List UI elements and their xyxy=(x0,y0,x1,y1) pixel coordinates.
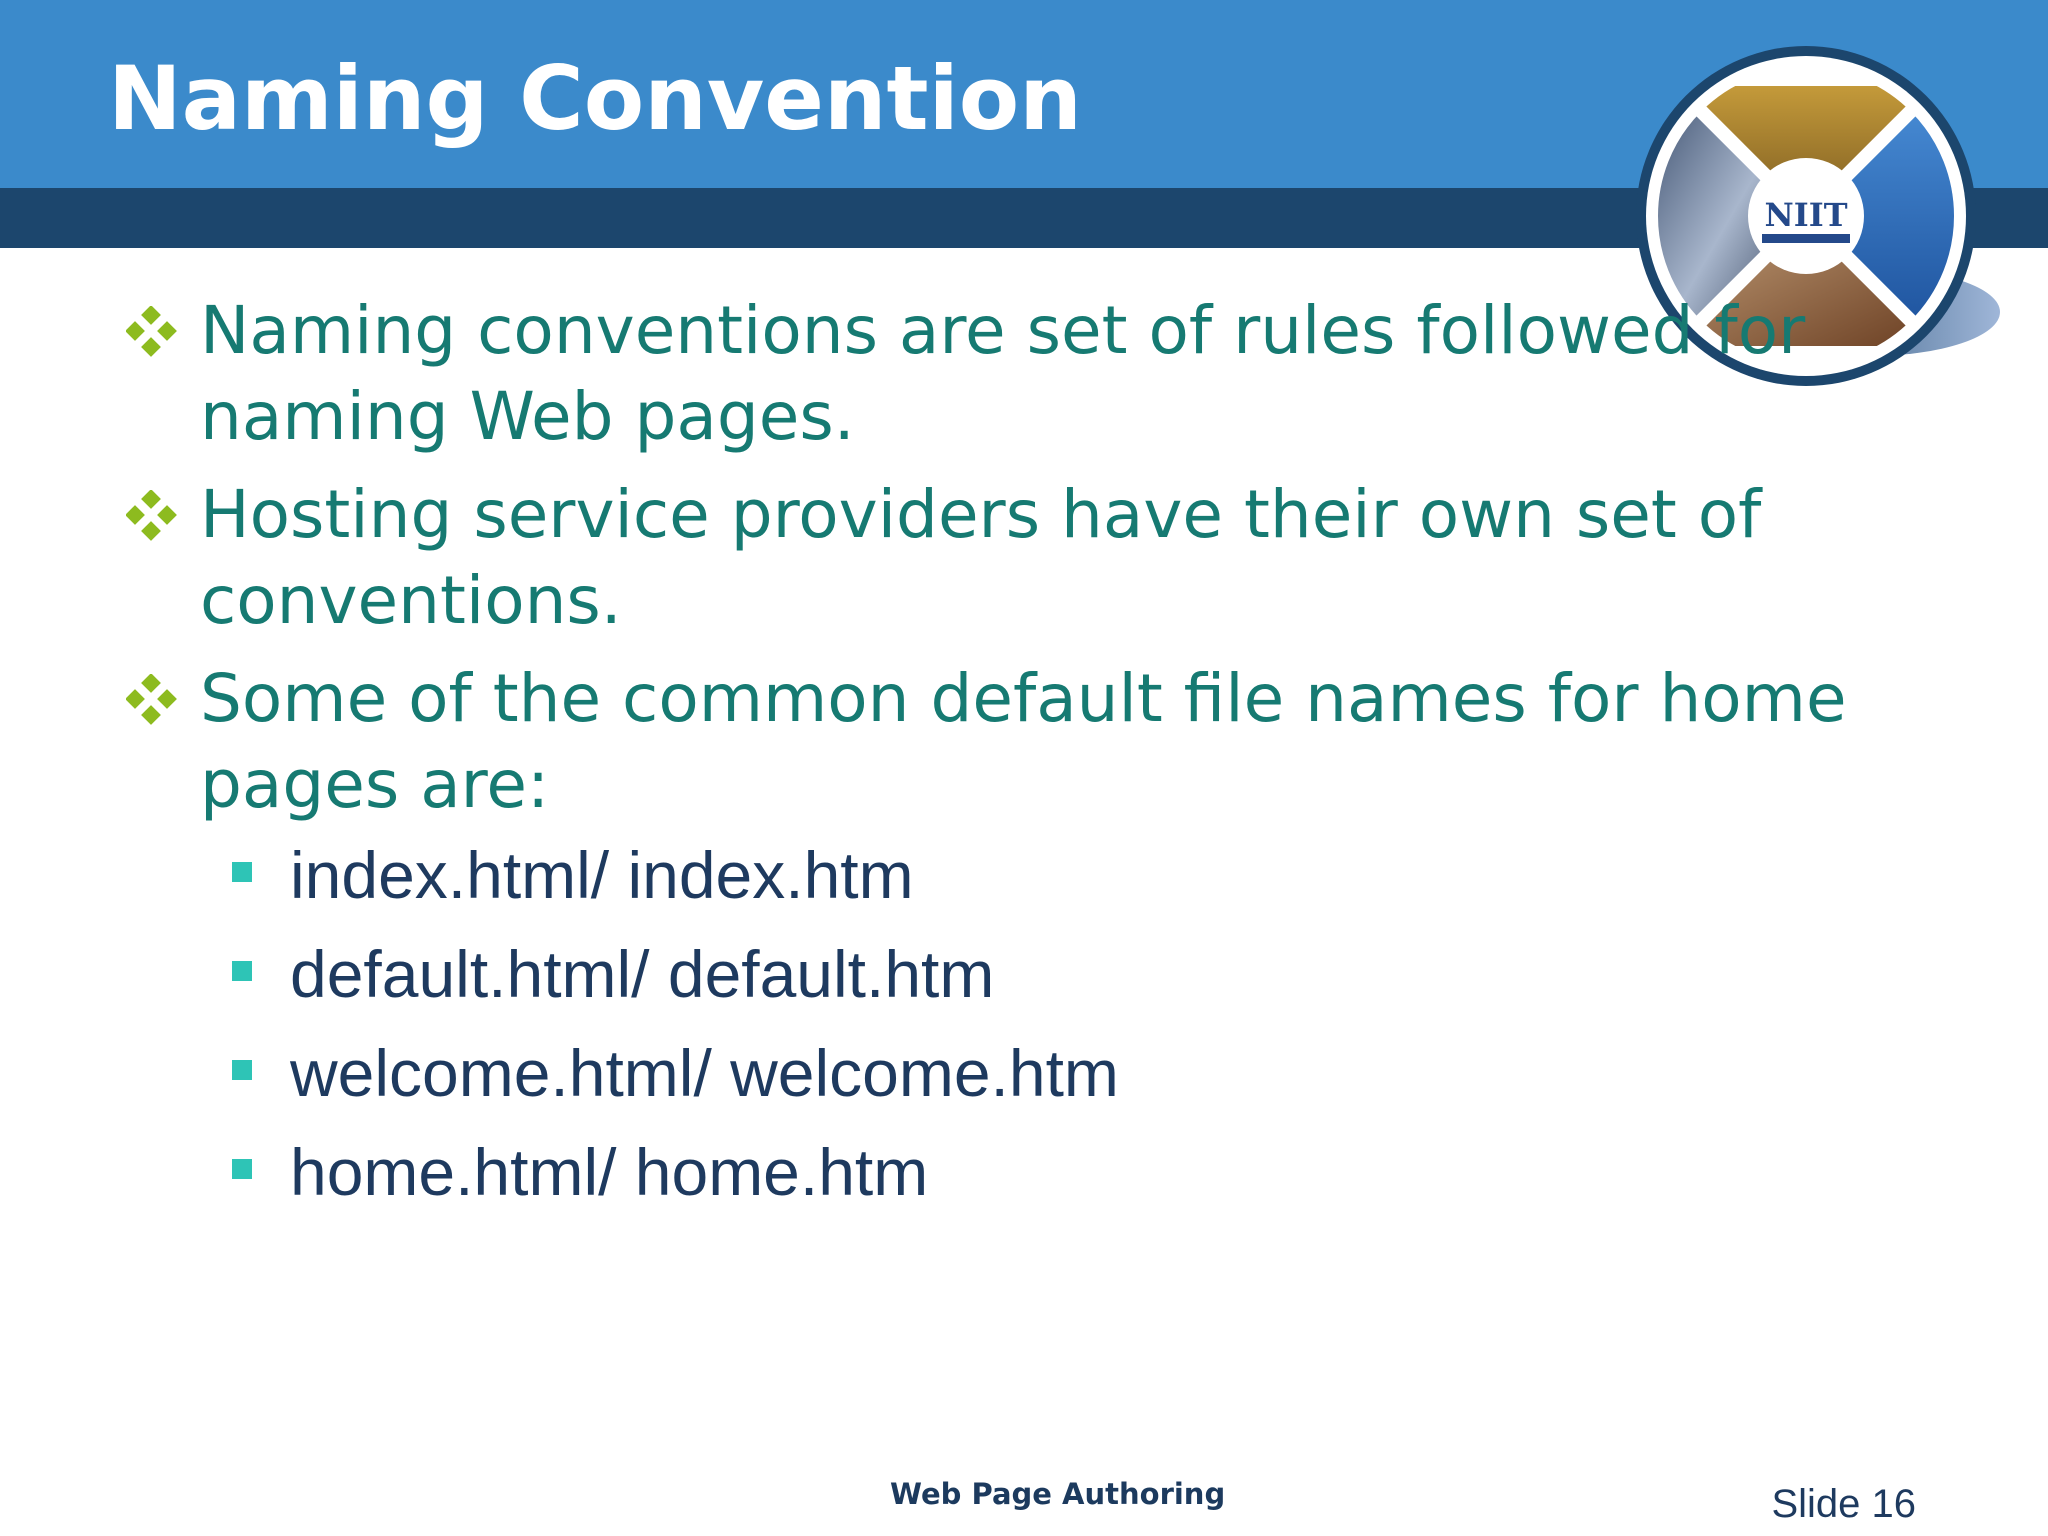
logo-text: NIIT xyxy=(1764,196,1848,234)
bullet-text: Some of the common default file names for home pages are: xyxy=(200,660,1847,823)
bullet-item xyxy=(126,472,1906,644)
filename-text: default.html/ default.htm xyxy=(290,937,995,1011)
square-bullet-icon xyxy=(232,961,252,981)
diamond-bullet-icon xyxy=(126,306,178,358)
filename-item xyxy=(228,1123,1628,1222)
filename-text: index.html/ index.htm xyxy=(290,838,914,912)
filename-list xyxy=(228,826,1628,1222)
filename-text: home.html/ home.htm xyxy=(290,1135,929,1209)
filename-item xyxy=(228,925,1628,1024)
bullet-item xyxy=(126,656,1906,828)
slide-title: Naming Convention xyxy=(108,47,1082,150)
footer-course-title: Web Page Authoring xyxy=(890,1477,1226,1511)
diamond-bullet-icon xyxy=(126,490,178,542)
bullet-item xyxy=(126,288,1906,460)
filename-item xyxy=(228,1024,1628,1123)
slide-number: Slide 16 xyxy=(1771,1482,1916,1526)
filename-item xyxy=(228,826,1628,925)
diamond-bullet-icon xyxy=(126,674,178,726)
bullet-text: Hosting service providers have their own set of conventions. xyxy=(200,476,1762,639)
square-bullet-icon xyxy=(232,1159,252,1179)
square-bullet-icon xyxy=(232,1060,252,1080)
bullet-list xyxy=(126,288,1906,840)
bullet-text: Naming conventions are set of rules followed for naming Web pages. xyxy=(200,292,1806,455)
square-bullet-icon xyxy=(232,862,252,882)
filename-text: welcome.html/ welcome.htm xyxy=(290,1036,1119,1110)
